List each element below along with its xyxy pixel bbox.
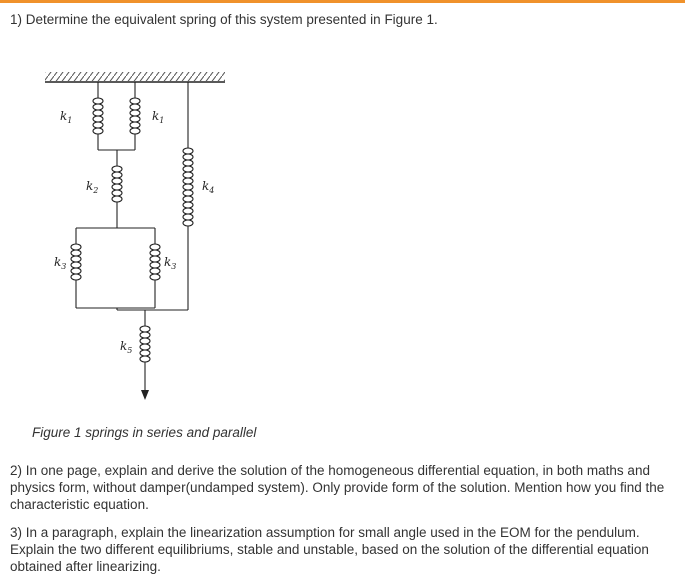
spring-k2 (112, 166, 122, 202)
ceiling-hatch (45, 72, 225, 81)
question-1: 1) Determine the equivalent spring of this system presented in Figure 1. (10, 12, 438, 27)
label-k1-left: $k_1$ (60, 109, 73, 125)
question-3: 3) In a paragraph, explain the linearization assumption for small angle used in the EOM for the pendulum. Explain the two different equilibriums, stable and unstable, based on the solution of the differential equation obtained after linearizing. (10, 525, 649, 574)
label-k4: $k_4$ (202, 179, 215, 195)
spring-k4 (183, 148, 193, 226)
label-k1-right: $k_1$ (152, 109, 165, 125)
force-arrow-icon (141, 390, 149, 400)
spring-k1-right (130, 98, 140, 134)
label-k2: $k_2$ (86, 179, 99, 195)
spring-system-figure (30, 60, 250, 410)
spring-k3-right (150, 244, 160, 280)
top-accent-rule (0, 0, 685, 3)
spring-k3-left (71, 244, 81, 280)
label-k5: $k_5$ (120, 339, 133, 355)
question-2: 2) In one page, explain and derive the solution of the homogeneous differential equation, in both maths and physics form, without damper(undamped system). Only provide form of the solution. Mention how you find the characteristic equation. (10, 463, 665, 512)
spring-diagram (30, 60, 250, 410)
figure-caption: Figure 1 springs in series and parallel (32, 425, 257, 440)
spring-k5 (140, 326, 150, 362)
spring-k1-left (93, 98, 103, 134)
label-k3-right: $k_3$ (164, 255, 177, 271)
label-k3-left: $k_3$ (54, 255, 67, 271)
